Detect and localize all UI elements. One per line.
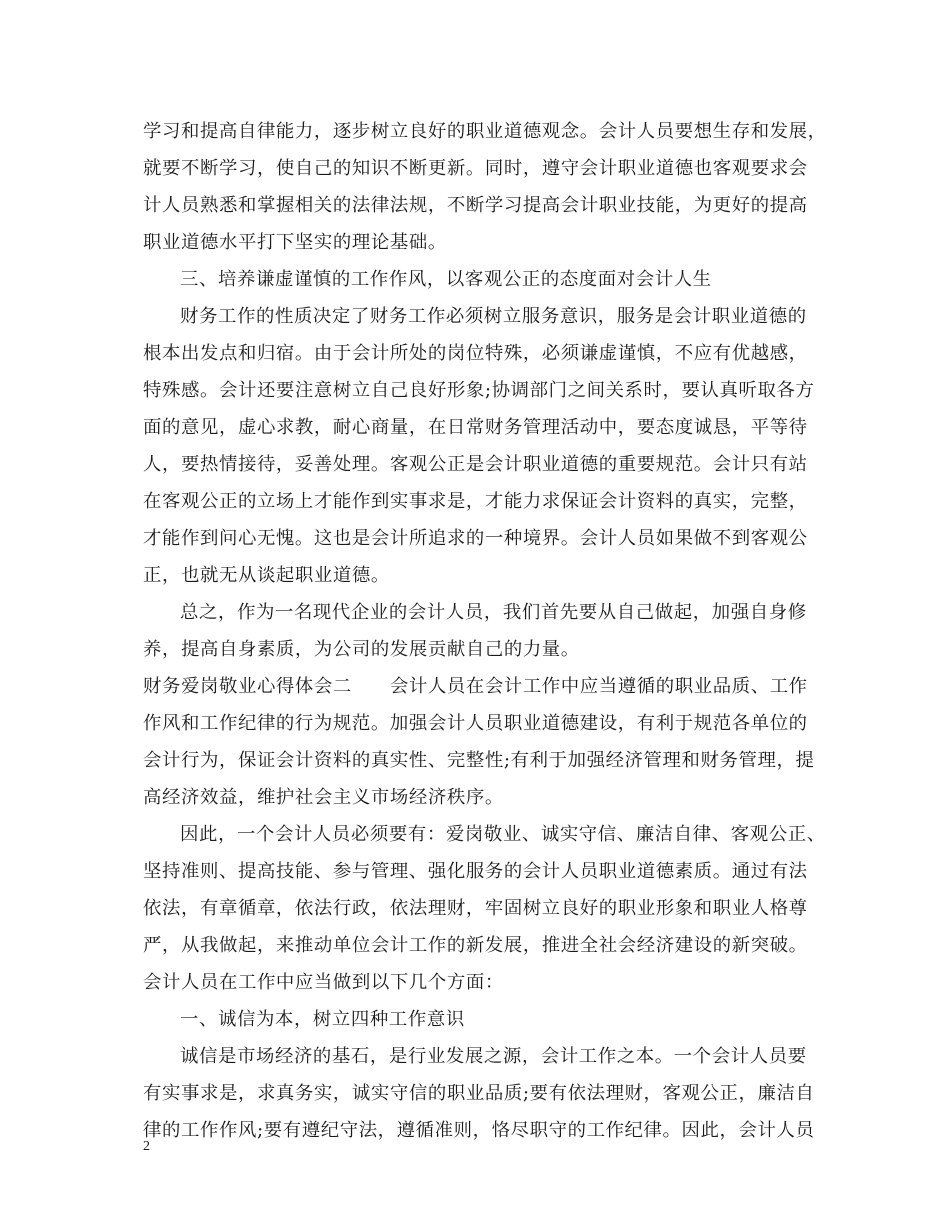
- paragraph-line: 根本出发点和归宿。由于会计所处的岗位特殊，必须谦虚谨慎，不应有优越感，: [143, 343, 808, 364]
- paragraph-line: 因此，一个会计人员必须要有：爱岗敬业、诚实守信、廉洁自律、客观公正、: [180, 824, 826, 845]
- paragraph-line: 职业道德水平打下坚实的理论基础。: [143, 232, 447, 253]
- section-heading: 三、培养谦虚谨慎的工作作风，以客观公正的态度面对会计人生: [180, 269, 712, 290]
- paragraph-line: 人，要热情接待，妥善处理。客观公正是会计职业道德的重要规范。会计只有站: [143, 454, 808, 475]
- paragraph-line: 学习和提高自律能力，逐步树立良好的职业道德观念。会计人员要想生存和发展，: [143, 121, 827, 142]
- paragraph-line: 诚信是市场经济的基石，是行业发展之源，会计工作之本。一个会计人员要: [180, 1046, 807, 1067]
- paragraph-line: 依法，有章循章，依法行政，依法理财，牢固树立良好的职业形象和职业人格尊: [143, 898, 808, 919]
- document-body: [143, 113, 827, 1149]
- paragraph-line: 坚持准则、提高技能、参与管理、强化服务的会计人员职业道德素质。通过有法: [143, 861, 808, 882]
- paragraph-line: 会计行为，保证会计资料的真实性、完整性;有利于加强经济管理和财务管理，提: [143, 750, 815, 771]
- paragraph-line: 面的意见，虚心求教，耐心商量，在日常财务管理活动中，要态度诚恳，平等待: [143, 417, 808, 438]
- paragraph-line: 总之，作为一名现代企业的会计人员，我们首先要从自己做起，加强自身修: [180, 602, 807, 623]
- paragraph-line: 正，也就无从谈起职业道德。: [143, 565, 390, 586]
- paragraph-line: 严，从我做起，来推动单位会计工作的新发展，推进全社会经济建设的新突破。: [143, 935, 808, 956]
- paragraph-line: 就要不断学习，使自己的知识不断更新。同时，遵守会计职业道德也客观要求会: [143, 158, 808, 179]
- section-heading: 一、诚信为本，树立四种工作意识: [180, 1009, 465, 1030]
- paragraph-line: 计人员熟悉和掌握相关的法律法规，不断学习提高会计职业技能，为更好的提高: [143, 195, 808, 216]
- paragraph-line: 在客观公正的立场上才能作到实事求是，才能力求保证会计资料的真实，完整，: [143, 491, 808, 512]
- paragraph-line: 律的工作作风;要有遵纪守法，遵循准则，恪尽职守的工作纪律。因此，会计人员: [143, 1120, 815, 1141]
- paragraph-line: 财务工作的性质决定了财务工作必须树立服务意识，服务是会计职业道德的: [180, 306, 807, 327]
- paragraph-line: 养，提高自身素质，为公司的发展贡献自己的力量。: [143, 639, 580, 660]
- paragraph-line: 会计人员在工作中应当做到以下几个方面：: [143, 972, 504, 993]
- paragraph-line: 才能作到问心无愧。这也是会计所追求的一种境界。会计人员如果做不到客观公: [143, 528, 808, 549]
- article-title-line: 财务爱岗敬业心得体会二 会计人员在会计工作中应当遵循的职业品质、工作: [143, 676, 808, 697]
- paragraph-line: 高经济效益，维护社会主义市场经济秩序。: [143, 787, 504, 808]
- paragraph-line: 有实事求是，求真务实，诚实守信的职业品质;要有依法理财，客观公正，廉洁自: [143, 1083, 815, 1104]
- paragraph-line: 特殊感。会计还要注意树立自己良好形象;协调部门之间关系时，要认真听取各方: [143, 380, 815, 401]
- page-number: 2: [143, 1139, 150, 1154]
- paragraph-line: 作风和工作纪律的行为规范。加强会计人员职业道德建设，有利于规范各单位的: [143, 713, 808, 734]
